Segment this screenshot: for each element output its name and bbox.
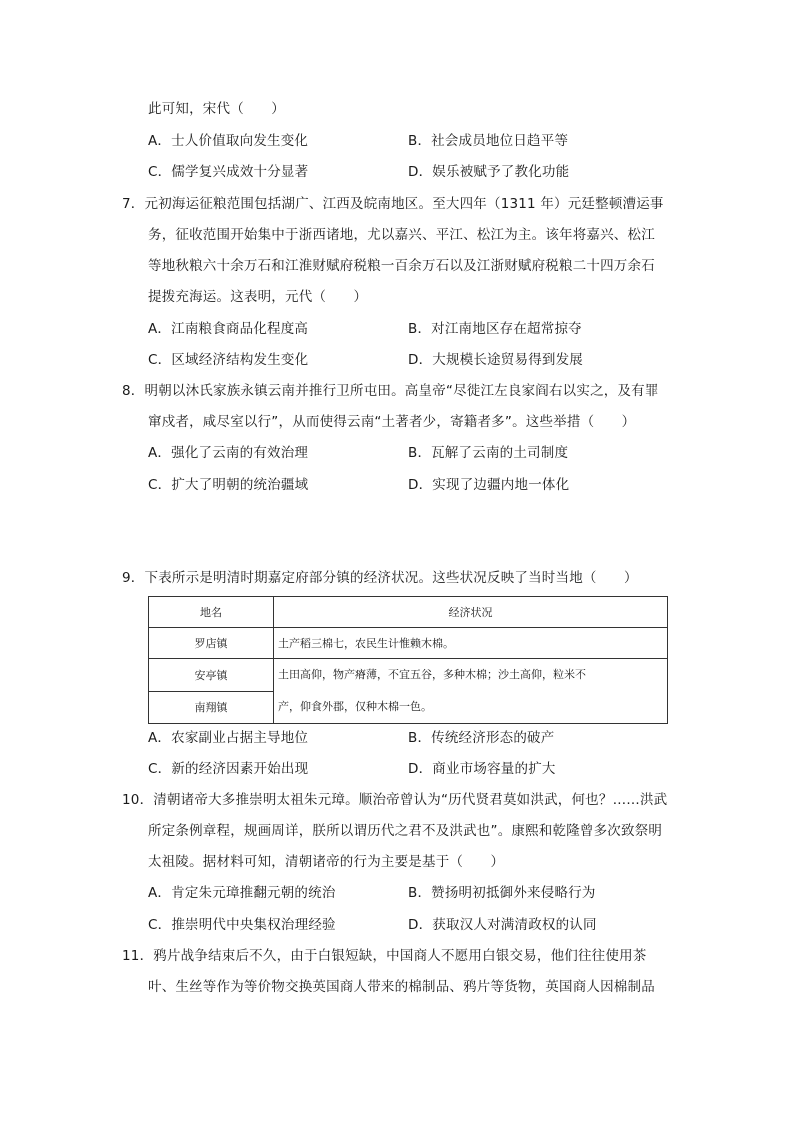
row1-econ: 土产稻三棉七，农民生计惟赖木棉。 [274,628,668,659]
row1-place: 罗店镇 [149,628,274,659]
q9-option-a[interactable]: A．农家副业占据主导地位 [148,730,309,746]
q8-option-a[interactable]: A．强化了云南的有效治理 [148,445,309,461]
q8-option-c[interactable]: C．扩大了明朝的统治疆域 [148,477,309,493]
q9-option-b[interactable]: B．传统经济形态的破产 [408,730,555,746]
q8-stem-line2: 窜戍者，咸尽室以行”，从而使得云南“土著者少，寄籍者多”。这些举措（ ） [148,414,636,430]
q7-stem-line2: 务，征收范围开始集中于浙西诸地，尤以嘉兴、平江、松江为主。该年将嘉兴、松江 [148,227,655,243]
intro-tail: 此可知，宋代（ ） [148,101,285,117]
q10-option-d[interactable]: D．获取汉人对满清政权的认同 [408,917,597,933]
q7-stem-line3: 等地秋粮六十余万石和江淮财赋府税粮一百余万石以及江浙财赋府税粮二十四万余石 [148,258,655,274]
q7-stem-line1: 7．元初海运征粮范围包括湖广、江西及皖南地区。至大四年（1311 年）元廷整顿漕运事 [122,196,664,212]
q8-option-d[interactable]: D．实现了边疆内地一体化 [408,477,570,493]
q10-stem-line1: 10．清朝诸帝大多推崇明太祖朱元璋。顺治帝曾认为“历代贤君莫如洪武，何也？……洪武 [122,792,668,808]
row3-place: 南翔镇 [149,691,274,724]
q6-option-a[interactable]: A．士人价值取向发生变化 [148,133,309,149]
q10-option-b[interactable]: B．赞扬明初抵御外来侵略行为 [408,885,596,901]
q11-stem-line1: 11．鸦片战争结束后不久，由于白银短缺，中国商人不愿用白银交易，他们往往使用茶 [122,948,647,964]
economy-table [148,596,668,724]
q9-stem-line1: 9．下表所示是明清时期嘉定府部分镇的经济状况。这些状况反映了当时当地（ ） [122,570,638,586]
row23-econ [274,659,668,724]
header-econ: 经济状况 [274,597,668,628]
q6-option-d[interactable]: D．娱乐被赋予了教化功能 [408,164,570,180]
q6-option-b[interactable]: B．社会成员地位日趋平等 [408,133,569,149]
q10-option-a[interactable]: A．肯定朱元璋推翻元朝的统治 [148,885,336,901]
q10-option-c[interactable]: C．推崇明代中央集权治理经验 [148,917,336,933]
table-row [149,628,668,659]
q9-option-d[interactable]: D．商业市场容量的扩大 [408,761,556,777]
q7-option-b[interactable]: B．对江南地区存在超常掠夺 [408,321,582,337]
table-row [149,659,668,692]
header-place: 地名 [149,597,274,628]
row2-place: 安亭镇 [149,659,274,692]
q7-option-d[interactable]: D．大规模长途贸易得到发展 [408,352,583,368]
q10-stem-line3: 太祖陵。据材料可知，清朝诸帝的行为主要是基于（ ） [148,854,505,870]
table-header-row [149,597,668,628]
q8-stem-line1: 8．明朝以沐氏家族永镇云南并推行卫所屯田。高皇帝“尽徙江左良家阎右以实之，及有罪 [122,383,659,399]
row23-econ-line2: 产，仰食外郡，仅种木棉一色。 [278,700,432,713]
q7-stem-line4: 提拨充海运。这表明，元代（ ） [148,289,368,305]
q9-option-c[interactable]: C．新的经济因素开始出现 [148,761,309,777]
q11-stem-line2: 叶、生丝等作为等价物交换英国商人带来的棉制品、鸦片等货物，英国商人因棉制品 [148,979,655,995]
q6-option-c[interactable]: C．儒学复兴成效十分显著 [148,164,309,180]
q7-option-c[interactable]: C．区域经济结构发生变化 [148,352,309,368]
row23-econ-line1: 土田高仰，物产瘠薄，不宜五谷，多种木棉；沙土高仰，粒米不 [278,668,586,681]
q8-option-b[interactable]: B．瓦解了云南的土司制度 [408,445,569,461]
q7-option-a[interactable]: A．江南粮食商品化程度高 [148,321,309,337]
q10-stem-line2: 所定条例章程，规画周详，朕所以谓历代之君不及洪武也”。康熙和乾隆曾多次致祭明 [148,823,663,839]
